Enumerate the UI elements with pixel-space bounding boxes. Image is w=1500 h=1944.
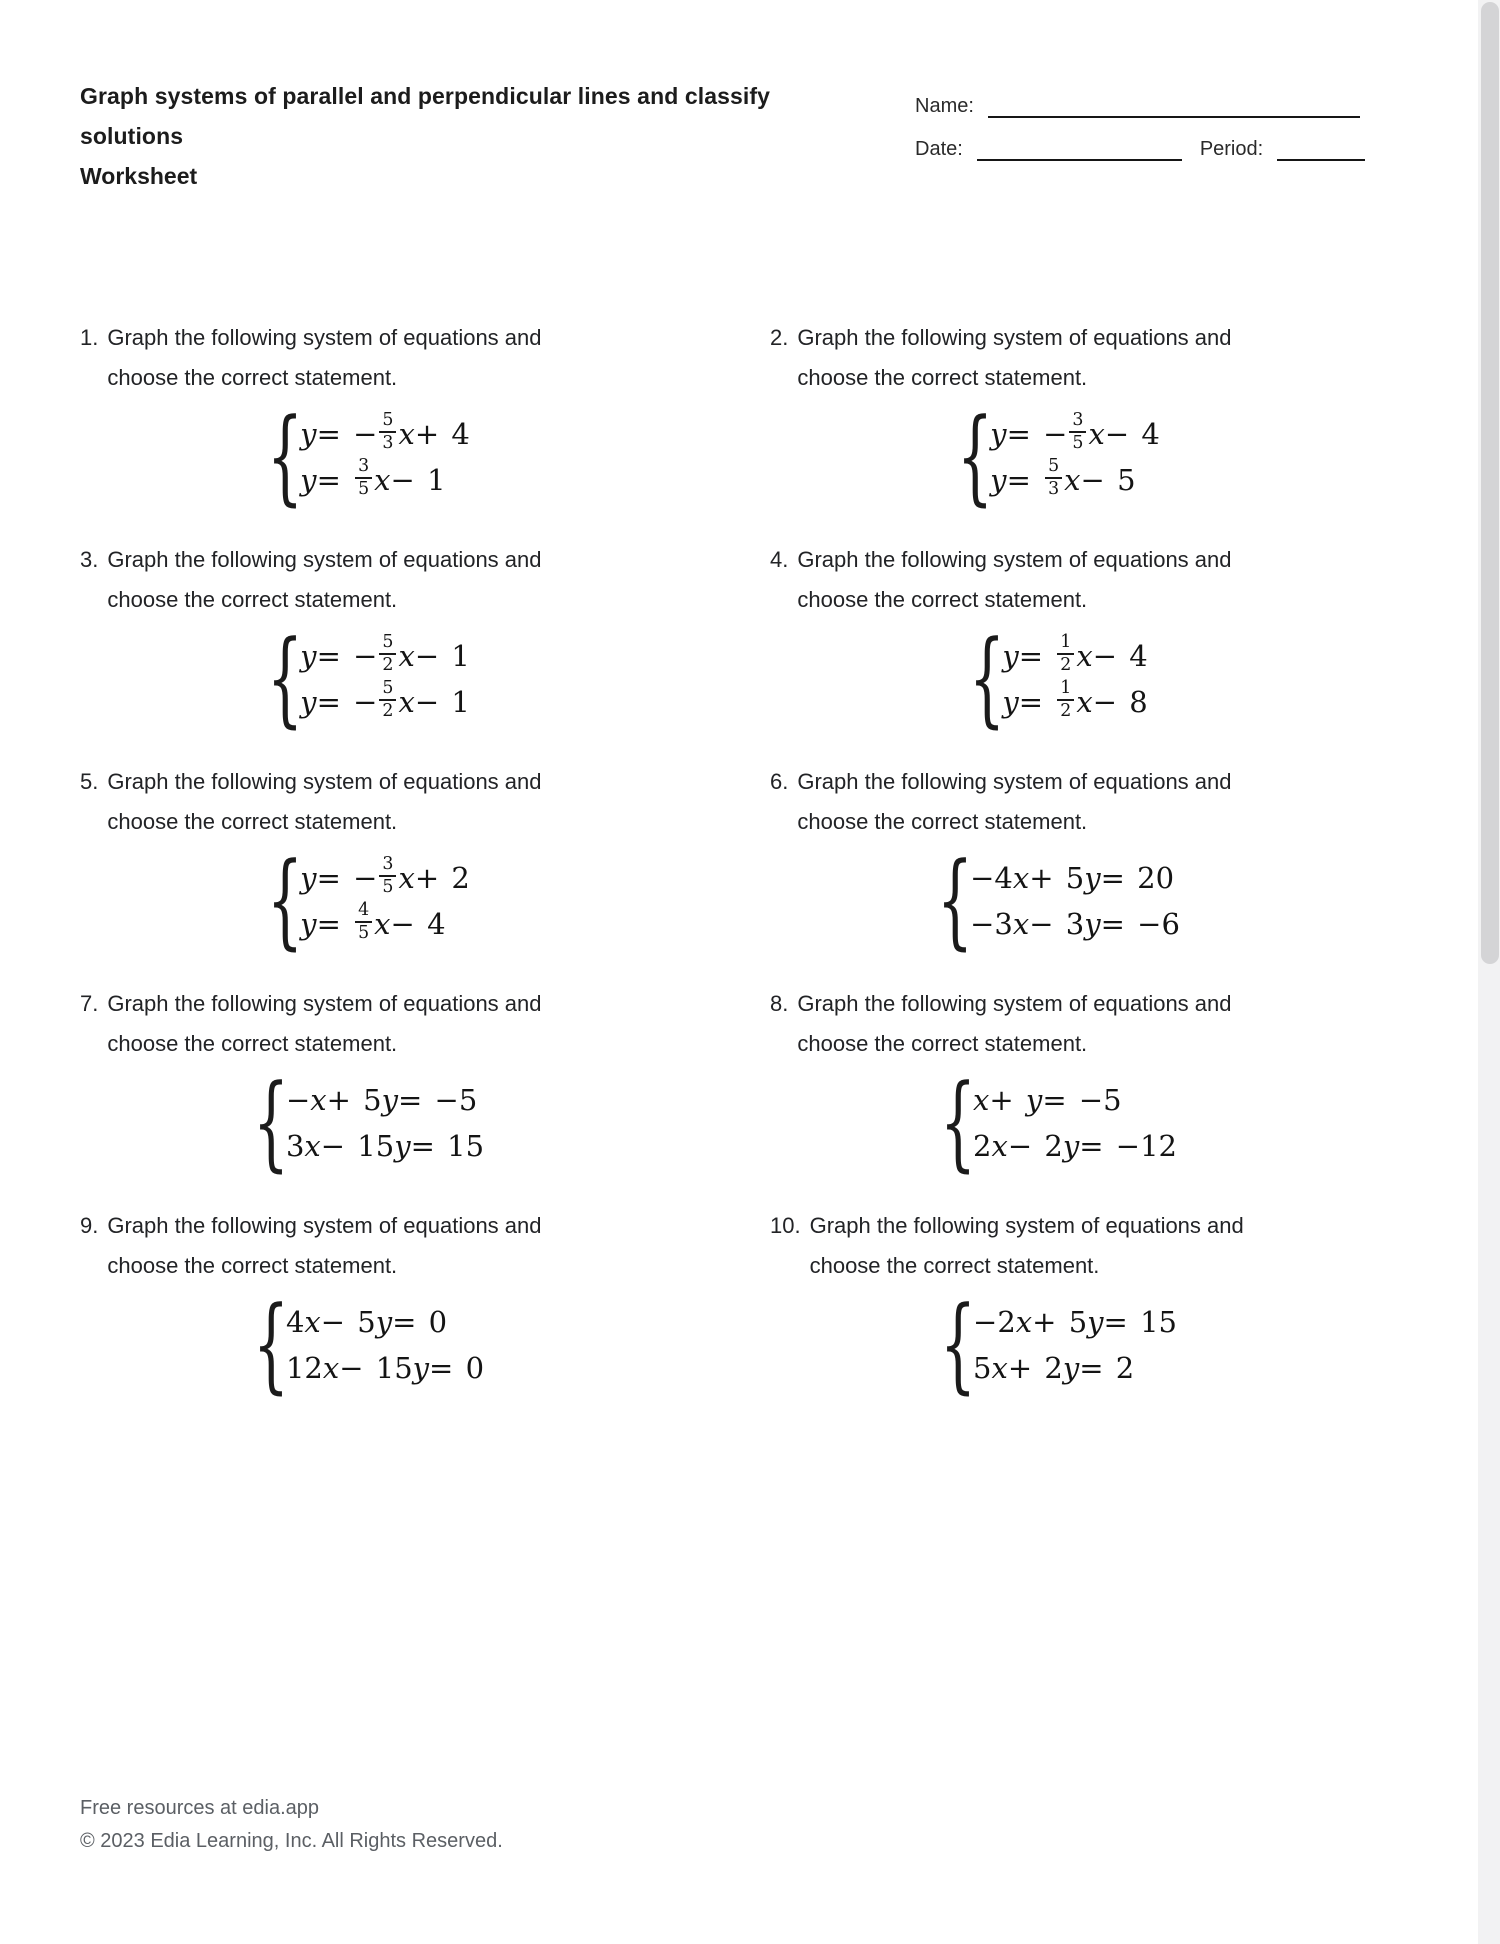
equation-line: 5 x + 2 y = 2 — [973, 1351, 1135, 1385]
fraction: $\frac{4}{5}$ — [355, 901, 372, 944]
problem-prompt — [80, 318, 640, 398]
problem-number: 7. — [80, 991, 99, 1016]
scrollbar-track[interactable] — [1478, 0, 1500, 1944]
fraction: $\frac{1}{2}$ — [1057, 633, 1074, 676]
left-brace-icon: { — [267, 396, 304, 517]
problem — [770, 762, 1330, 984]
fraction: $\frac{5}{2}$ — [379, 679, 396, 722]
problem-prompt — [80, 540, 640, 620]
problem — [80, 984, 640, 1206]
prompt-line-2: choose the correct statement. — [809, 1253, 1100, 1278]
equation-lines — [300, 411, 470, 503]
equation-line: y = − $\frac{5}{3}$ x + 4 — [300, 409, 470, 453]
name-label: Name: — [915, 95, 974, 117]
equation-system — [770, 618, 1330, 739]
period-blank-line — [1277, 141, 1365, 161]
prompt-line-1: Graph the following system of equations and — [797, 991, 1232, 1016]
problem — [770, 540, 1330, 762]
prompt-line-1: Graph the following system of equations and — [107, 991, 542, 1016]
prompt-line-1: Graph the following system of equations and — [107, 325, 542, 350]
problem-prompt-text — [107, 1206, 640, 1286]
equation-line: y = $\frac{1}{2}$ x − 4 — [1002, 631, 1148, 675]
footer-copyright: © 2023 Edia Learning, Inc. All Rights Reserved. — [80, 1830, 503, 1852]
fraction: $\frac{3}{5}$ — [1069, 411, 1086, 454]
period-label: Period: — [1199, 138, 1264, 160]
equation-system — [770, 1284, 1330, 1405]
equation-lines — [973, 1299, 1177, 1391]
left-brace-icon: { — [957, 396, 994, 517]
date-period-row — [915, 135, 1420, 161]
equation-lines — [1002, 633, 1147, 725]
prompt-line-2: choose the correct statement. — [797, 809, 1088, 834]
problem — [80, 762, 640, 984]
problem-prompt-text — [107, 540, 640, 620]
equation-lines — [990, 411, 1160, 503]
system-brace-box — [252, 1062, 289, 1183]
problem-prompt-text — [107, 318, 640, 398]
page-title: Graph systems of parallel and perpendicular lines and classify solutions — [80, 83, 771, 149]
equation-line: y = $\frac{3}{5}$ x − 1 — [300, 455, 446, 499]
system-brace-box — [940, 1062, 977, 1183]
equation-system — [80, 1284, 640, 1405]
prompt-line-1: Graph the following system of equations and — [107, 1213, 542, 1238]
prompt-line-2: choose the correct statement. — [107, 809, 398, 834]
equation-system — [80, 396, 640, 517]
equation-system — [770, 1062, 1330, 1183]
prompt-line-1: Graph the following system of equations and — [107, 547, 542, 572]
page-footer — [80, 1792, 503, 1858]
equation-line: y = − $\frac{5}{2}$ x − 1 — [300, 631, 470, 675]
problem-number: 4. — [770, 547, 789, 572]
equation-lines — [300, 855, 470, 947]
problem-number: 1. — [80, 325, 99, 350]
fraction: $\frac{5}{3}$ — [379, 411, 396, 454]
problem — [770, 984, 1330, 1206]
equation-line: x + y = −5 — [973, 1083, 1122, 1117]
problem-number: 2. — [770, 325, 789, 350]
prompt-line-2: choose the correct statement. — [107, 1031, 398, 1056]
equation-lines — [286, 1299, 484, 1391]
problem — [80, 1206, 640, 1428]
fraction: $\frac{3}{5}$ — [379, 855, 396, 898]
left-brace-icon: { — [940, 1062, 977, 1183]
prompt-line-1: Graph the following system of equations and — [809, 1213, 1244, 1238]
prompt-line-2: choose the correct statement. — [107, 365, 398, 390]
prompt-line-2: choose the correct statement. — [107, 1253, 398, 1278]
problem-prompt-text — [797, 762, 1330, 842]
system-brace-box — [267, 840, 304, 961]
prompt-line-2: choose the correct statement. — [797, 1031, 1088, 1056]
problem-prompt — [770, 318, 1330, 398]
problem-number: 8. — [770, 991, 789, 1016]
prompt-line-1: Graph the following system of equations and — [797, 769, 1232, 794]
problem — [770, 1206, 1330, 1428]
equation-system — [770, 840, 1330, 961]
prompt-line-1: Graph the following system of equations and — [797, 547, 1232, 572]
system-brace-box — [940, 1284, 977, 1405]
title-block — [80, 76, 870, 196]
problem — [80, 318, 640, 540]
equation-system — [80, 618, 640, 739]
scrollbar-thumb[interactable] — [1481, 2, 1499, 964]
problem-number: 3. — [80, 547, 99, 572]
problem-prompt — [80, 1206, 640, 1286]
fraction: $\frac{5}{2}$ — [379, 633, 396, 676]
system-brace-box — [252, 1284, 289, 1405]
equation-line: y = $\frac{1}{2}$ x − 8 — [1002, 677, 1148, 721]
fraction: $\frac{5}{3}$ — [1045, 457, 1062, 500]
problem-prompt — [80, 762, 640, 842]
equation-line: −3 x − 3 y = −6 — [970, 907, 1180, 941]
equation-line: −2 x + 5 y = 15 — [973, 1305, 1177, 1339]
system-brace-box — [957, 396, 994, 517]
system-brace-box — [267, 396, 304, 517]
problem-prompt — [80, 984, 640, 1064]
equation-line: y = − $\frac{5}{2}$ x − 1 — [300, 677, 470, 721]
student-fields — [915, 92, 1420, 178]
equation-line: y = $\frac{5}{3}$ x − 5 — [990, 455, 1136, 499]
equation-system — [80, 1062, 640, 1183]
equation-lines — [973, 1077, 1177, 1169]
left-brace-icon: { — [252, 1284, 289, 1405]
problem-prompt — [770, 540, 1330, 620]
equation-line: 2 x − 2 y = −12 — [973, 1129, 1177, 1163]
equation-line: y = − $\frac{3}{5}$ x − 4 — [990, 409, 1160, 453]
fraction: $\frac{1}{2}$ — [1057, 679, 1074, 722]
system-brace-box — [267, 618, 304, 739]
equation-line: 4 x − 5 y = 0 — [285, 1305, 448, 1339]
problem-number: 5. — [80, 769, 99, 794]
page-subtitle: Worksheet — [80, 163, 198, 189]
problem-number: 6. — [770, 769, 789, 794]
problem-prompt — [770, 1206, 1330, 1286]
problem-prompt-text — [797, 540, 1330, 620]
system-brace-box — [969, 618, 1006, 739]
problem-prompt — [770, 984, 1330, 1064]
equation-line: −4 x + 5 y = 20 — [970, 861, 1175, 895]
equation-line: − x + 5 y = −5 — [285, 1083, 478, 1117]
prompt-line-1: Graph the following system of equations and — [107, 769, 542, 794]
problem-prompt-text — [107, 762, 640, 842]
equation-line: y = − $\frac{3}{5}$ x + 2 — [300, 853, 470, 897]
prompt-line-1: Graph the following system of equations and — [797, 325, 1232, 350]
equation-line: 3 x − 15 y = 15 — [285, 1129, 485, 1163]
problem — [80, 540, 640, 762]
problem-prompt-text — [107, 984, 640, 1064]
equation-system — [80, 840, 640, 961]
name-blank-line — [988, 98, 1360, 118]
left-brace-icon: { — [267, 840, 304, 961]
date-blank-line — [977, 141, 1182, 161]
date-label: Date: — [915, 138, 963, 160]
problem-number: 10. — [770, 1213, 801, 1238]
problem-prompt — [770, 762, 1330, 842]
left-brace-icon: { — [937, 840, 974, 961]
equation-lines — [286, 1077, 484, 1169]
prompt-line-2: choose the correct statement. — [797, 587, 1088, 612]
left-brace-icon: { — [267, 618, 304, 739]
left-brace-icon: { — [940, 1284, 977, 1405]
fraction: $\frac{3}{5}$ — [355, 457, 372, 500]
footer-resources: Free resources at edia.app — [80, 1797, 320, 1819]
name-row — [915, 92, 1420, 118]
prompt-line-2: choose the correct statement. — [797, 365, 1088, 390]
equation-system — [770, 396, 1330, 517]
equation-lines — [970, 855, 1180, 947]
prompt-line-2: choose the correct statement. — [107, 587, 398, 612]
problem-number: 9. — [80, 1213, 99, 1238]
left-brace-icon: { — [969, 618, 1006, 739]
equation-lines — [300, 633, 470, 725]
problems-grid — [80, 318, 1342, 1428]
problem-prompt-text — [797, 984, 1330, 1064]
left-brace-icon: { — [252, 1062, 289, 1183]
problem-prompt-text — [797, 318, 1330, 398]
equation-line: 12 x − 15 y = 0 — [285, 1351, 485, 1385]
problem — [770, 318, 1330, 540]
system-brace-box — [937, 840, 974, 961]
equation-line: y = $\frac{4}{5}$ x − 4 — [300, 899, 446, 943]
problem-prompt-text — [810, 1206, 1330, 1286]
